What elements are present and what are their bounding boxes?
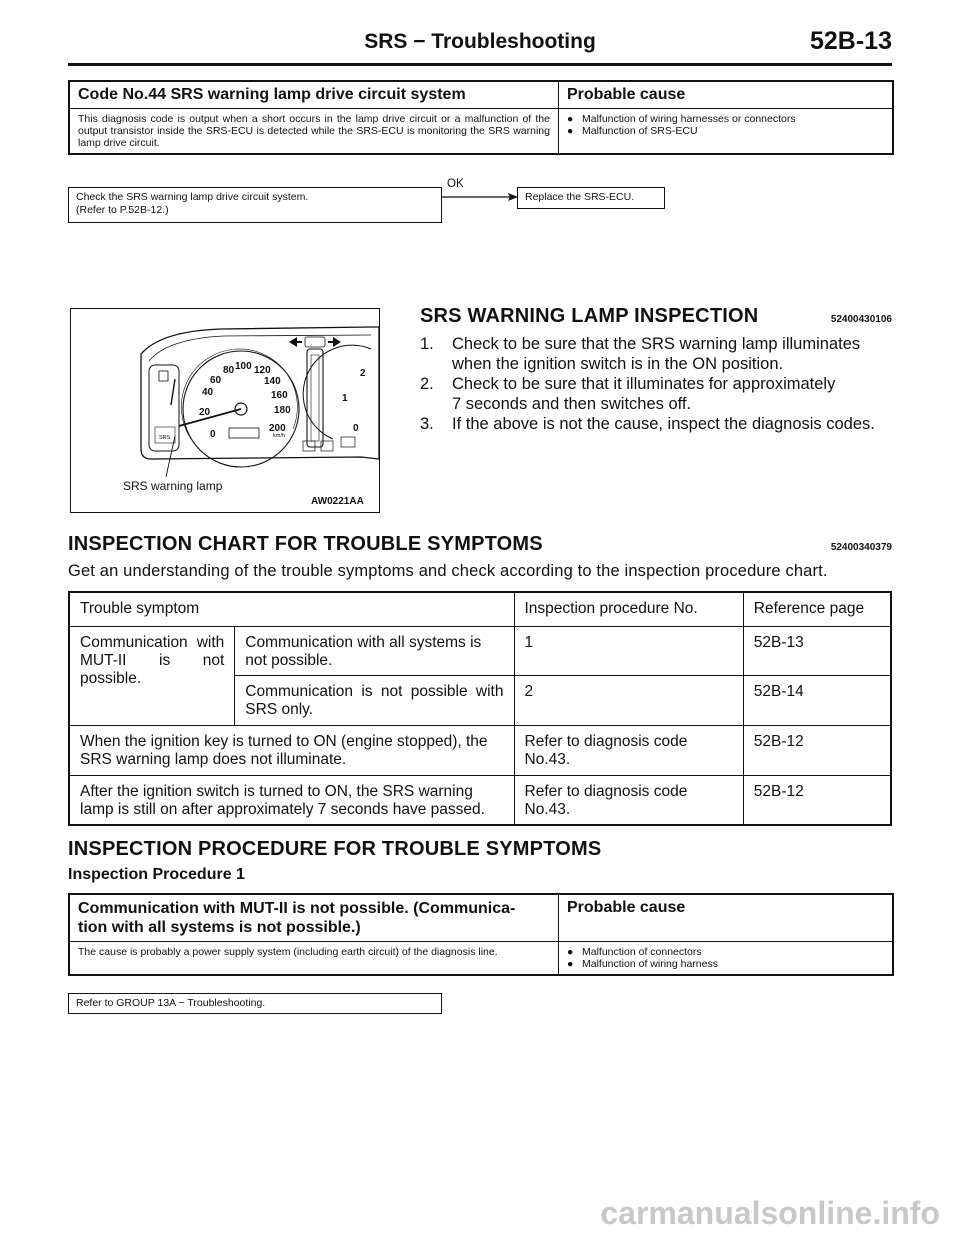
lamp-step-line: If the above is not the cause, inspect the diagnosis codes. — [452, 415, 875, 433]
instrument-cluster-figure — [70, 308, 380, 513]
speedo-unit: km/h — [273, 433, 285, 439]
row-proc: 2 — [514, 675, 743, 725]
lamp-step-line: 7 seconds and then switches off. — [452, 395, 692, 413]
code44-cause-heading: Probable cause — [567, 86, 686, 103]
row-symptom: Communication is not possible with SRS only. — [235, 675, 514, 725]
col-symptom: Trouble symptom — [69, 592, 514, 626]
row-symptom: When the ignition key is turned to ON (engine stopped), the SRS warning lamp does not illuminate. — [69, 725, 514, 775]
procedure-body-row — [70, 942, 892, 974]
lamp-step — [420, 414, 892, 434]
procedure-description: The cause is probably a power supply system (including earth circuit) of the diagnosis line. — [70, 942, 559, 974]
bullet-icon: ● — [567, 958, 574, 970]
code44-cause-item — [567, 113, 884, 125]
code44-cause-text: Malfunction of SRS-ECU — [582, 125, 698, 137]
row-symptom: Communication with all systems is not possible. — [235, 626, 514, 675]
row-ref: 52B-12 — [743, 775, 891, 825]
srs-lamp-label: SRS — [159, 435, 171, 441]
speedo-tick: 80 — [223, 365, 235, 376]
chart-intro: Get an understanding of the trouble symptoms and check according to the inspection procedure chart. — [68, 562, 828, 580]
code44-table — [68, 80, 894, 155]
flow-check-line1: Check the SRS warning lamp drive circuit system. — [76, 191, 309, 203]
speedo-tick: 120 — [254, 365, 271, 376]
speedo-tick: 20 — [199, 407, 211, 418]
row-ref: 52B-12 — [743, 725, 891, 775]
tacho-tick: 0 — [353, 423, 359, 434]
row-symptom: After the ignition switch is turned to ON, the SRS warning lamp is still on after approximately 7 seconds have passed. — [69, 775, 514, 825]
code44-heading: Code No.44 SRS warning lamp drive circuit system — [70, 82, 559, 108]
procedure-header-row — [70, 895, 892, 942]
lamp-step — [420, 334, 892, 374]
lamp-inspection-code: 52400430106 — [830, 314, 892, 325]
lamp-step-line: Check to be sure that the SRS warning lamp illuminates — [452, 335, 861, 353]
procedure-refer-box: Refer to GROUP 13A − Troubleshooting. — [68, 993, 442, 1014]
procedure-cause-text: Malfunction of wiring harness — [582, 958, 718, 970]
bullet-icon: ● — [567, 113, 574, 125]
flow-ok-label: OK — [447, 178, 464, 190]
chart-code: 52400340379 — [830, 542, 892, 553]
group-label: Communication with MUT-II is not possible. — [69, 626, 235, 725]
table-row — [69, 725, 891, 775]
lamp-inspection-title: SRS WARNING LAMP INSPECTION — [420, 305, 759, 327]
procedure-heading-line: tion with all systems is not possible.) — [78, 919, 361, 936]
speedo-tick: 100 — [235, 361, 252, 372]
code44-causes — [559, 109, 892, 153]
lamp-step-num: 1. — [420, 335, 434, 353]
row-proc: Refer to diagnosis code No.43. — [514, 775, 743, 825]
speedo-tick: 200 — [269, 423, 286, 434]
procedure-title: INSPECTION PROCEDURE FOR TROUBLE SYMPTOMS — [68, 838, 602, 860]
procedure-heading-line: Communication with MUT-II is not possible. (Communica- — [78, 900, 516, 917]
code44-cause-item — [567, 125, 884, 137]
flow-replace-box: Replace the SRS-ECU. — [517, 187, 665, 209]
speedo-tick: 40 — [202, 387, 214, 398]
figure-id: AW0221AA — [311, 496, 364, 507]
speedo-tick: 0 — [210, 429, 216, 440]
table-row — [69, 626, 891, 675]
speedo-tick: 60 — [210, 375, 222, 386]
row-ref: 52B-14 — [743, 675, 891, 725]
speedo-tick: 160 — [271, 390, 288, 401]
col-ref: Reference page — [743, 592, 891, 626]
page-code: 52B-13 — [810, 27, 892, 55]
instrument-cluster-drawing — [71, 309, 379, 512]
procedure-cause-text: Malfunction of connectors — [582, 946, 702, 958]
lamp-step-line: when the ignition switch is in the ON position. — [452, 355, 784, 373]
lamp-step-num: 2. — [420, 375, 434, 393]
code44-body-row — [70, 109, 892, 153]
flow-check-line2: (Refer to P.52B-12.) — [76, 204, 169, 216]
procedure-heading — [70, 895, 559, 941]
procedure-cause-item — [567, 946, 884, 958]
lamp-inspection-steps — [420, 334, 892, 434]
flow-check-box — [68, 187, 442, 223]
speedo-tick: 140 — [264, 376, 281, 387]
lamp-step-num: 3. — [420, 415, 434, 433]
procedure-cause-item — [567, 958, 884, 970]
table-row — [69, 775, 891, 825]
symptom-table-header — [69, 592, 891, 626]
bullet-icon: ● — [567, 946, 574, 958]
flow-arrow-icon — [442, 192, 518, 202]
row-proc: 1 — [514, 626, 743, 675]
figure-callout: SRS warning lamp — [123, 479, 223, 493]
procedure-table — [68, 893, 894, 976]
speedo-tick: 180 — [274, 405, 291, 416]
lamp-step-line: Check to be sure that it illuminates for approximately — [452, 375, 836, 393]
row-proc: Refer to diagnosis code No.43. — [514, 725, 743, 775]
header-rule — [68, 63, 892, 66]
procedure-causes — [559, 942, 892, 974]
bullet-icon: ● — [567, 125, 574, 137]
code44-cause-text: Malfunction of wiring harnesses or connectors — [582, 113, 796, 125]
code44-header-row — [70, 82, 892, 109]
tacho-tick: 2 — [360, 368, 366, 379]
symptom-table — [68, 591, 892, 826]
page-header-title: SRS − Troubleshooting — [364, 30, 596, 53]
lamp-step — [420, 374, 892, 414]
code44-description: This diagnosis code is output when a short occurs in the lamp drive circuit or a malfunction of the output transistor inside the SRS-ECU is detected while the SRS-ECU is monitoring the SRS warning lamp drive circuit. — [70, 109, 559, 153]
tacho-tick: 1 — [342, 393, 348, 404]
chart-title: INSPECTION CHART FOR TROUBLE SYMPTOMS — [68, 533, 543, 555]
watermark: carmanualsonline.info — [600, 1195, 940, 1231]
col-proc: Inspection procedure No. — [514, 592, 743, 626]
row-ref: 52B-13 — [743, 626, 891, 675]
procedure-subtitle: Inspection Procedure 1 — [68, 866, 245, 883]
procedure-cause-heading: Probable cause — [567, 899, 686, 916]
